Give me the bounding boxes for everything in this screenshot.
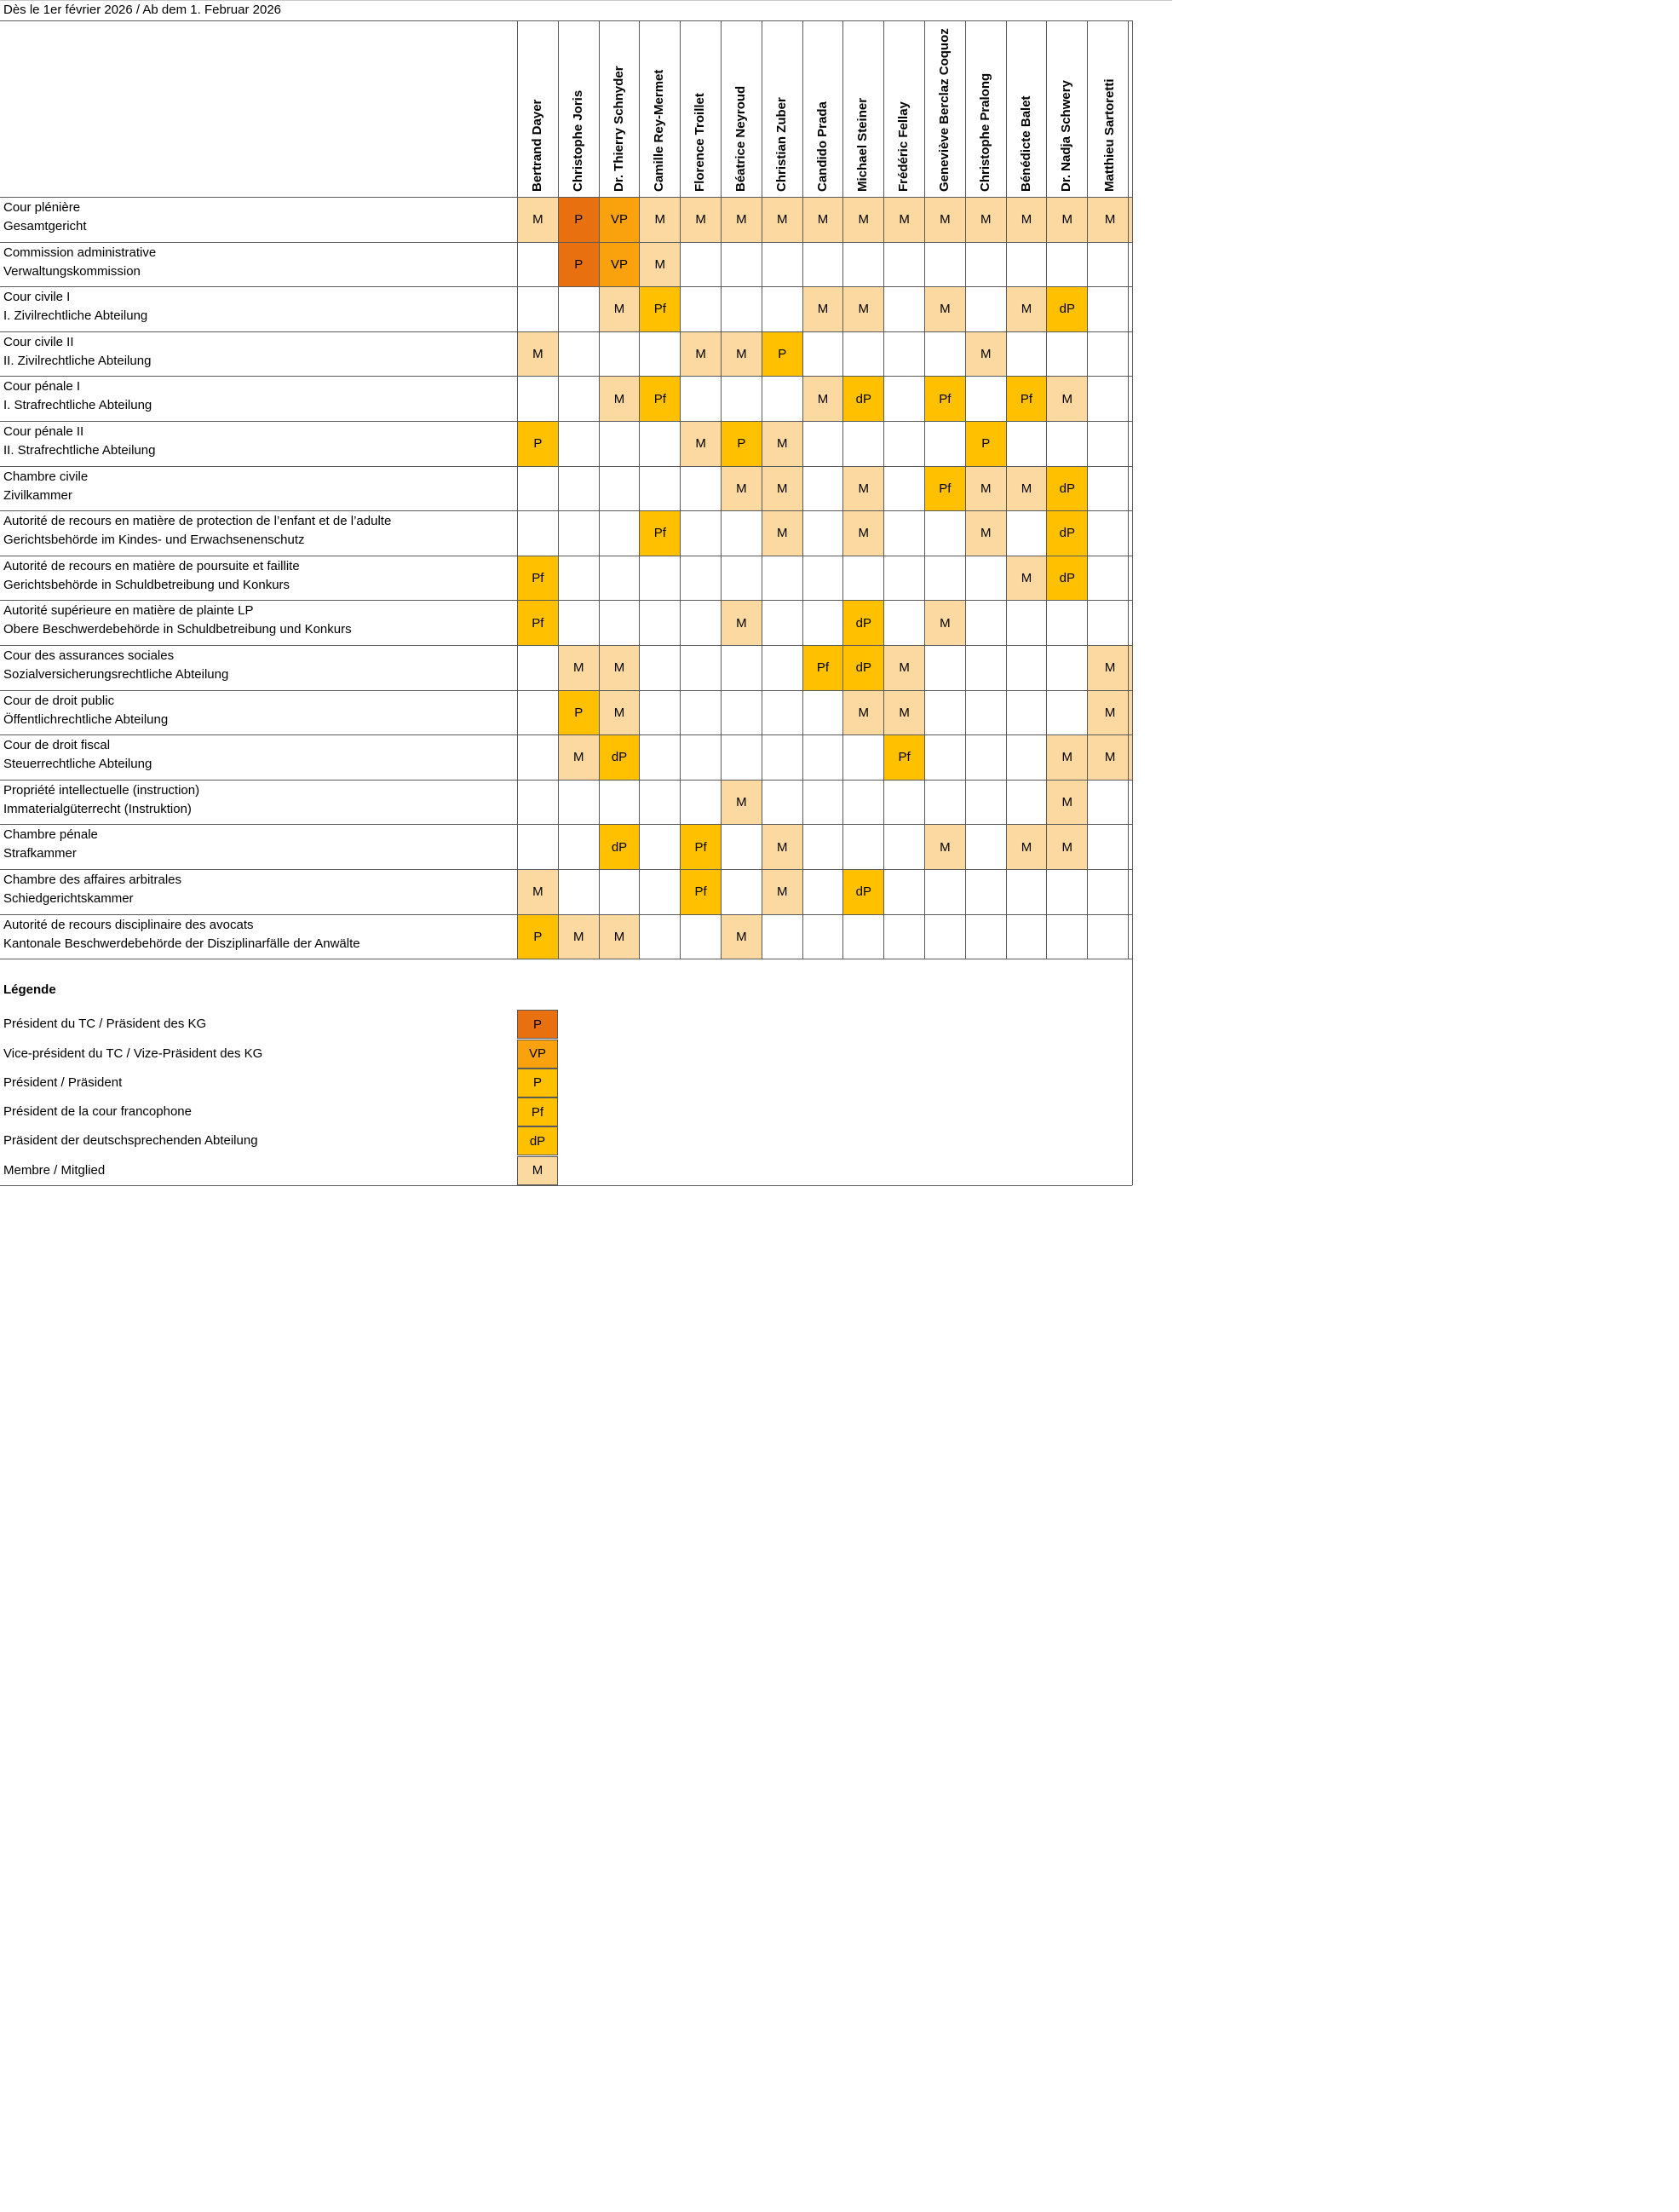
- role-cell: M: [518, 332, 558, 377]
- court-name-fr: Cour civile II: [3, 334, 74, 349]
- legend-swatch: P: [517, 1069, 558, 1097]
- role-cell: M: [762, 870, 802, 914]
- role-cell: dP: [1047, 287, 1087, 331]
- role-cell: M: [925, 601, 965, 645]
- grid-line: [1128, 20, 1129, 959]
- role-cell: P: [559, 198, 599, 242]
- court-row-label: [0, 288, 517, 331]
- role-cell: M: [762, 198, 802, 242]
- role-cell: P: [559, 691, 599, 735]
- court-row-label: [0, 871, 517, 914]
- role-cell: M: [803, 287, 843, 331]
- court-name-de: Steuerrechtliche Abteilung: [3, 757, 152, 772]
- grid-line: [639, 20, 640, 959]
- grid-line: [924, 20, 925, 959]
- role-cell: M: [640, 243, 680, 287]
- grid-line: [0, 690, 1132, 691]
- legend-item-label: Membre / Mitglied: [3, 1162, 106, 1178]
- role-cell: M: [600, 691, 640, 735]
- role-cell: M: [1047, 735, 1087, 780]
- role-cell: M: [518, 870, 558, 914]
- role-cell: dP: [600, 735, 640, 780]
- court-name-de: Immaterialgüterrecht (Instruktion): [3, 801, 192, 816]
- grid-line: [965, 20, 966, 959]
- role-cell: M: [1047, 781, 1087, 825]
- grid-line: [680, 20, 681, 959]
- role-cell: Pf: [640, 511, 680, 556]
- court-name-de: Sozialversicherungsrechtliche Abteilung: [3, 667, 229, 682]
- role-cell: M: [762, 825, 802, 869]
- role-cell: M: [722, 915, 762, 959]
- grid-line: [0, 20, 1132, 21]
- court-name-fr: Autorité de recours disciplinaire des avocats: [3, 917, 254, 932]
- grid-line: [1046, 20, 1047, 959]
- grid-line: [1132, 20, 1133, 959]
- role-cell: M: [1007, 198, 1047, 242]
- role-cell: M: [600, 915, 640, 959]
- role-cell: M: [1007, 825, 1047, 869]
- legend-swatch: M: [517, 1156, 558, 1185]
- role-cell: M: [966, 332, 1006, 377]
- legend-swatch: Pf: [517, 1097, 558, 1126]
- court-row-label: [0, 244, 517, 287]
- court-row-label: [0, 377, 517, 421]
- role-cell: M: [966, 198, 1006, 242]
- role-cell: M: [843, 198, 883, 242]
- grid-line: [599, 20, 600, 959]
- role-cell: dP: [843, 377, 883, 421]
- grid-line: [0, 824, 1132, 825]
- grid-line: [883, 20, 884, 959]
- role-cell: M: [1007, 467, 1047, 511]
- role-cell: Pf: [1007, 377, 1047, 421]
- court-name-fr: Cour des assurances sociales: [3, 648, 175, 663]
- role-cell: M: [1007, 287, 1047, 331]
- grid-line: [0, 197, 1132, 198]
- court-name-de: I. Zivilrechtliche Abteilung: [3, 308, 148, 324]
- role-cell: Pf: [640, 377, 680, 421]
- grid-line: [0, 242, 1132, 243]
- role-cell: M: [966, 511, 1006, 556]
- role-cell: Pf: [925, 467, 965, 511]
- role-cell: M: [559, 735, 599, 780]
- grid-line: [0, 734, 1132, 735]
- role-cell: M: [966, 467, 1006, 511]
- role-cell: M: [843, 511, 883, 556]
- role-cell: Pf: [640, 287, 680, 331]
- judge-header: Béatrice Neyroud: [733, 85, 748, 192]
- judge-header: Frédéric Fellay: [896, 101, 911, 192]
- court-row-label: [0, 468, 517, 511]
- role-cell: Pf: [884, 735, 924, 780]
- judge-header: Christophe Joris: [570, 89, 585, 192]
- role-cell: M: [681, 422, 721, 466]
- role-cell: M: [1088, 198, 1132, 242]
- role-cell: M: [843, 691, 883, 735]
- role-cell: Pf: [925, 377, 965, 421]
- role-cell: M: [884, 646, 924, 690]
- court-name-fr: Cour de droit fiscal: [3, 738, 111, 753]
- role-cell: M: [925, 825, 965, 869]
- legend-item-label: Président / Präsident: [3, 1074, 123, 1090]
- court-name-fr: Cour pénale I: [3, 379, 81, 395]
- legend-title: Légende: [3, 982, 56, 998]
- grid-line: [1006, 20, 1007, 959]
- court-name-fr: Autorité de recours en matière de protection de l’enfant et de l’adulte: [3, 514, 392, 529]
- court-name-de: Kantonale Beschwerdebehörde der Disziplinarfälle der Anwälte: [3, 936, 360, 951]
- court-row-label: [0, 916, 517, 959]
- grid-line: [0, 869, 1132, 870]
- court-name-fr: Chambre civile: [3, 469, 89, 484]
- court-name-de: Obere Beschwerdebehörde in Schuldbetreibung und Konkurs: [3, 622, 352, 637]
- role-cell: P: [518, 422, 558, 466]
- role-cell: Pf: [803, 646, 843, 690]
- judge-header: Dr. Nadja Schwery: [1059, 80, 1074, 192]
- role-cell: M: [1088, 646, 1132, 690]
- court-name-de: Gesamtgericht: [3, 219, 87, 233]
- court-name-fr: Cour civile I: [3, 290, 71, 305]
- court-row-label: [0, 557, 517, 601]
- role-cell: M: [518, 198, 558, 242]
- role-cell: M: [762, 511, 802, 556]
- court-name-de: Gerichtsbehörde in Schuldbetreibung und Konkurs: [3, 577, 290, 592]
- grid-line: [517, 20, 518, 959]
- role-cell: VP: [600, 243, 640, 287]
- court-name-de: Öffentlichrechtliche Abteilung: [3, 711, 169, 727]
- grid-line: [842, 20, 843, 959]
- grid-line: [0, 1185, 1132, 1186]
- role-cell: M: [884, 691, 924, 735]
- grid-line: [0, 331, 1132, 332]
- role-cell: dP: [1047, 467, 1087, 511]
- role-cell: M: [803, 198, 843, 242]
- court-name-fr: Cour de droit public: [3, 693, 115, 708]
- judge-header: Geneviève Berclaz Coquoz: [936, 28, 952, 192]
- court-row-label: [0, 826, 517, 869]
- grid-line: [0, 286, 1132, 287]
- court-name-de: Schiedgerichtskammer: [3, 891, 134, 906]
- role-cell: Pf: [681, 870, 721, 914]
- role-cell: M: [1047, 198, 1087, 242]
- court-name-de: II. Zivilrechtliche Abteilung: [3, 353, 152, 368]
- role-cell: M: [559, 915, 599, 959]
- grid-line: [0, 376, 1132, 377]
- legend-item-label: Président du TC / Präsident des KG: [3, 1017, 207, 1032]
- court-row-label: [0, 692, 517, 735]
- court-row-label: [0, 647, 517, 690]
- role-cell: M: [722, 601, 762, 645]
- role-cell: M: [722, 198, 762, 242]
- grid-line: [802, 20, 803, 959]
- court-name-fr: Autorité supérieure en matière de plainte LP: [3, 603, 254, 619]
- role-cell: M: [884, 198, 924, 242]
- role-cell: M: [681, 332, 721, 377]
- role-cell: M: [600, 646, 640, 690]
- role-cell: P: [762, 332, 802, 377]
- court-name-fr: Chambre pénale: [3, 827, 98, 843]
- grid-line: [0, 780, 1132, 781]
- role-cell: M: [925, 198, 965, 242]
- court-name-de: Zivilkammer: [3, 487, 72, 503]
- grid-line: [1087, 20, 1088, 959]
- legend-swatch: P: [517, 1010, 558, 1039]
- role-cell: M: [681, 198, 721, 242]
- judge-header: Michael Steiner: [855, 97, 871, 192]
- legend-item-label: Präsident der deutschsprechenden Abteilung: [3, 1133, 258, 1149]
- role-cell: Pf: [518, 601, 558, 645]
- role-cell: dP: [843, 646, 883, 690]
- role-cell: M: [762, 422, 802, 466]
- grid-line: [0, 0, 1172, 1]
- judge-header: Matthieu Sartoretti: [1101, 78, 1117, 192]
- grid-line: [0, 510, 1132, 511]
- role-cell: M: [843, 287, 883, 331]
- judge-header: Dr. Thierry Schnyder: [611, 66, 626, 192]
- role-cell: M: [722, 332, 762, 377]
- role-cell: M: [1088, 691, 1132, 735]
- role-cell: M: [722, 467, 762, 511]
- court-name-fr: Cour pénale II: [3, 424, 84, 439]
- grid-line: [0, 645, 1132, 646]
- court-row-label: [0, 333, 517, 377]
- role-cell: dP: [843, 601, 883, 645]
- grid-line: [721, 20, 722, 959]
- role-cell: M: [722, 781, 762, 825]
- role-cell: dP: [600, 825, 640, 869]
- role-cell: M: [1047, 377, 1087, 421]
- legend-swatch: dP: [517, 1126, 558, 1155]
- role-cell: P: [518, 915, 558, 959]
- role-cell: dP: [843, 870, 883, 914]
- role-cell: M: [559, 646, 599, 690]
- court-row-label: [0, 736, 517, 780]
- grid-line: [0, 914, 1132, 915]
- role-cell: M: [925, 287, 965, 331]
- court-name-fr: Chambre des affaires arbitrales: [3, 873, 181, 887]
- role-cell: P: [966, 422, 1006, 466]
- role-cell: M: [803, 377, 843, 421]
- role-cell: M: [600, 287, 640, 331]
- role-cell: M: [843, 467, 883, 511]
- court-name-de: Gerichtsbehörde im Kindes- und Erwachsenenschutz: [3, 533, 305, 548]
- judge-header: Bertrand Dayer: [529, 99, 544, 192]
- grid-line: [0, 600, 1132, 601]
- court-name-fr: Commission administrative: [3, 245, 157, 260]
- role-cell: VP: [600, 198, 640, 242]
- role-cell: Pf: [518, 556, 558, 601]
- court-row-label: [0, 602, 517, 645]
- role-cell: M: [600, 377, 640, 421]
- grid-line: [1132, 959, 1133, 1185]
- court-row-label: [0, 423, 517, 466]
- role-cell: P: [559, 243, 599, 287]
- legend-item-label: Président de la cour francophone: [3, 1104, 192, 1120]
- role-cell: M: [1088, 735, 1132, 780]
- role-cell: dP: [1047, 556, 1087, 601]
- role-cell: M: [1047, 825, 1087, 869]
- judge-header: Candido Prada: [814, 101, 830, 192]
- court-row-label: [0, 781, 517, 825]
- judge-header: Bénédicte Balet: [1018, 95, 1033, 192]
- sheet-title: Dès le 1er février 2026 / Ab dem 1. Februar 2026: [3, 3, 282, 17]
- court-row-label: [0, 512, 517, 556]
- role-cell: Pf: [681, 825, 721, 869]
- court-name-de: I. Strafrechtliche Abteilung: [3, 398, 152, 413]
- court-name-de: II. Strafrechtliche Abteilung: [3, 443, 156, 458]
- grid-line: [558, 20, 559, 959]
- court-name-fr: Propriété intellectuelle (instruction): [3, 782, 200, 798]
- role-cell: P: [722, 422, 762, 466]
- judge-header: Florence Troillet: [693, 93, 708, 192]
- court-name-fr: Autorité de recours en matière de poursuite et faillite: [3, 558, 300, 573]
- legend-swatch: VP: [517, 1040, 558, 1069]
- grid-line: [0, 421, 1132, 422]
- role-cell: dP: [1047, 511, 1087, 556]
- court-name-de: Strafkammer: [3, 846, 77, 861]
- judge-header: Camille Rey-Mermet: [652, 69, 667, 192]
- role-cell: M: [762, 467, 802, 511]
- court-row-label: [0, 199, 517, 242]
- court-name-de: Verwaltungskommission: [3, 263, 141, 279]
- judge-header: Christian Zuber: [773, 97, 789, 192]
- court-name-fr: Cour plénière: [3, 200, 81, 215]
- role-cell: M: [1007, 556, 1047, 601]
- legend-item-label: Vice-président du TC / Vize-Präsident des KG: [3, 1046, 263, 1061]
- role-cell: M: [640, 198, 680, 242]
- grid-line: [0, 466, 1132, 467]
- judge-header: Christophe Pralong: [977, 72, 992, 192]
